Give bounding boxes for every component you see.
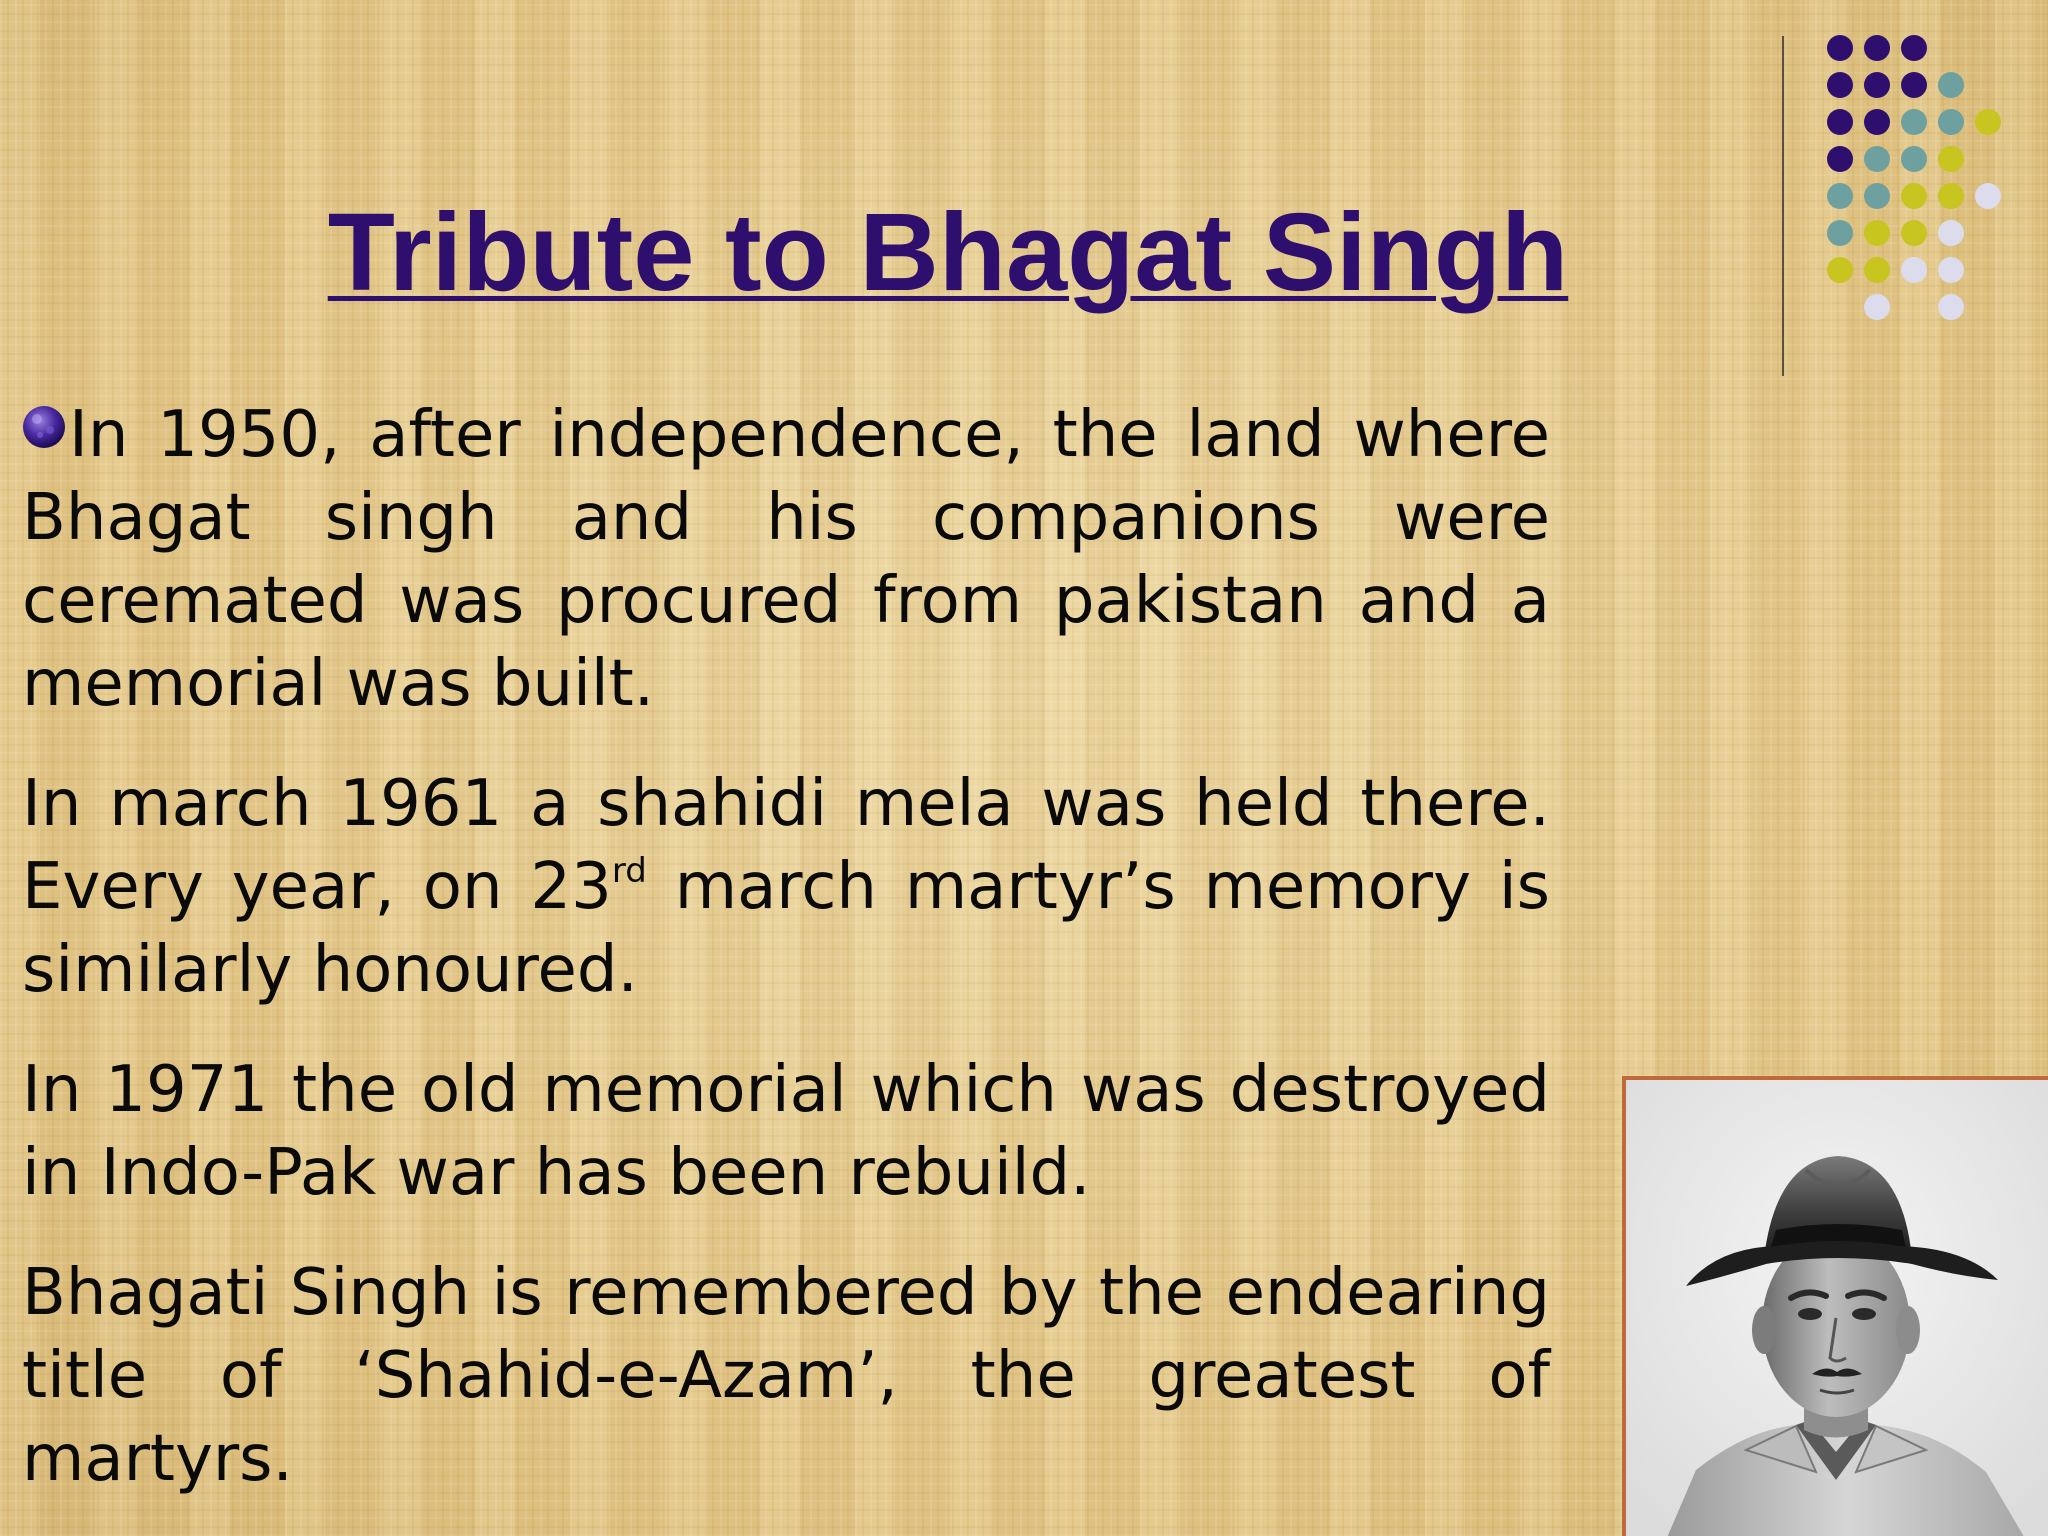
decor-dot	[1901, 146, 1927, 172]
decor-dot	[1901, 35, 1927, 61]
decor-dot	[1938, 146, 1964, 172]
decor-dot	[1901, 220, 1927, 246]
paragraph-2-text-b: march martyr’s memory is similarly honoured.	[22, 850, 1551, 1007]
portrait-photo	[1626, 1080, 2048, 1536]
decor-dot	[1938, 183, 1964, 209]
decor-dot	[1901, 183, 1927, 209]
decor-dot	[1938, 257, 1964, 283]
portrait-illustration	[1626, 1080, 2048, 1536]
decor-dot	[1975, 183, 2001, 209]
decor-dot	[1864, 109, 1890, 135]
decor-dot	[1901, 72, 1927, 98]
decor-dot	[1827, 109, 1853, 135]
slide-body	[22, 394, 1550, 1536]
decor-dot	[1864, 146, 1890, 172]
decor-dot	[1901, 257, 1927, 283]
decor-dot	[1864, 35, 1890, 61]
ordinal-suffix: rd	[611, 851, 647, 891]
decor-dot	[1975, 109, 2001, 135]
portrait-photo-frame	[1622, 1076, 2048, 1536]
decor-dot	[1938, 109, 1964, 135]
decor-dot	[1938, 294, 1964, 320]
paragraph-2-text-a: In march 1961 a shahidi mela was held there. Every year, on 23	[22, 767, 1550, 924]
slide-title: Tribute to Bhagat Singh	[327, 191, 1569, 314]
paragraph-1	[22, 394, 1550, 726]
bullet-icon	[21, 404, 67, 450]
paragraph-3: In 1971 the old memorial which was destroyed in Indo-Pak war has been rebuild.	[22, 1053, 1550, 1210]
paragraph-4: Bhagati Singh is remembered by the endearing title of ‘Shahid-e-Azam’, the greatest of martyrs.	[22, 1256, 1550, 1496]
paragraph-1-text: In 1950, after independence, the land where Bhagat singh and his companions were ceremated was procured from pakistan and a memorial was built.	[22, 398, 1550, 721]
decor-dot	[1901, 109, 1927, 135]
decor-dot	[1827, 146, 1853, 172]
decor-dot	[1864, 72, 1890, 98]
decor-dot	[1938, 220, 1964, 246]
decor-dot	[1827, 72, 1853, 98]
decor-dot	[1938, 72, 1964, 98]
decor-dot	[1827, 35, 1853, 61]
paragraph-2	[22, 763, 1550, 1012]
